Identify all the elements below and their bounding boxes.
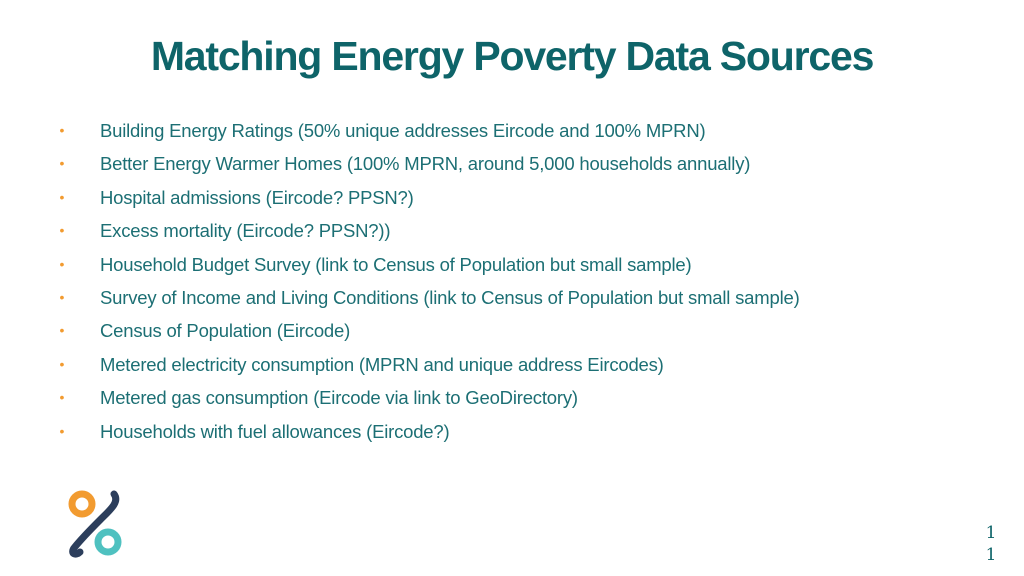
bullet-icon: • — [59, 355, 65, 372]
bullet-text: Excess mortality (Eircode? PPSN?)) — [100, 220, 391, 242]
bullet-icon: • — [59, 155, 65, 172]
bullet-text: Building Energy Ratings (50% unique addresses Eircode and 100% MPRN) — [100, 120, 706, 141]
bullet-icon: • — [59, 122, 65, 138]
bullet-icon: • — [59, 422, 65, 439]
brand-logo-icon — [62, 488, 128, 560]
bullet-text: Metered electricity consumption (MPRN and unique address Eircodes) — [100, 353, 664, 375]
bullet-text: Survey of Income and Living Conditions (link to Census of Population but small sample) — [100, 286, 800, 308]
bullet-text: Metered gas consumption (Eircode via link to GeoDirectory) — [100, 387, 578, 409]
page-number: 11 — [985, 523, 997, 565]
bullet-text: Hospital admissions (Eircode? PPSN?) — [100, 186, 414, 208]
bullet-icon: • — [59, 322, 65, 339]
bullet-icon: • — [59, 222, 65, 239]
bullet-icon: • — [59, 188, 65, 205]
bullet-icon: • — [59, 288, 65, 305]
bullet-text: Household Budget Survey (link to Census of Population but small sample) — [100, 253, 692, 275]
bullet-text: Households with fuel allowances (Eircode?) — [100, 420, 450, 442]
bullet-icon: • — [59, 255, 65, 272]
bullet-icon: • — [59, 389, 65, 406]
slide-title: Matching Energy Poverty Data Sources — [150, 33, 874, 79]
bullet-text: Better Energy Warmer Homes (100% MPRN, around 5,000 households annually) — [100, 153, 751, 175]
bullet-text: Census of Population (Eircode) — [100, 320, 351, 342]
